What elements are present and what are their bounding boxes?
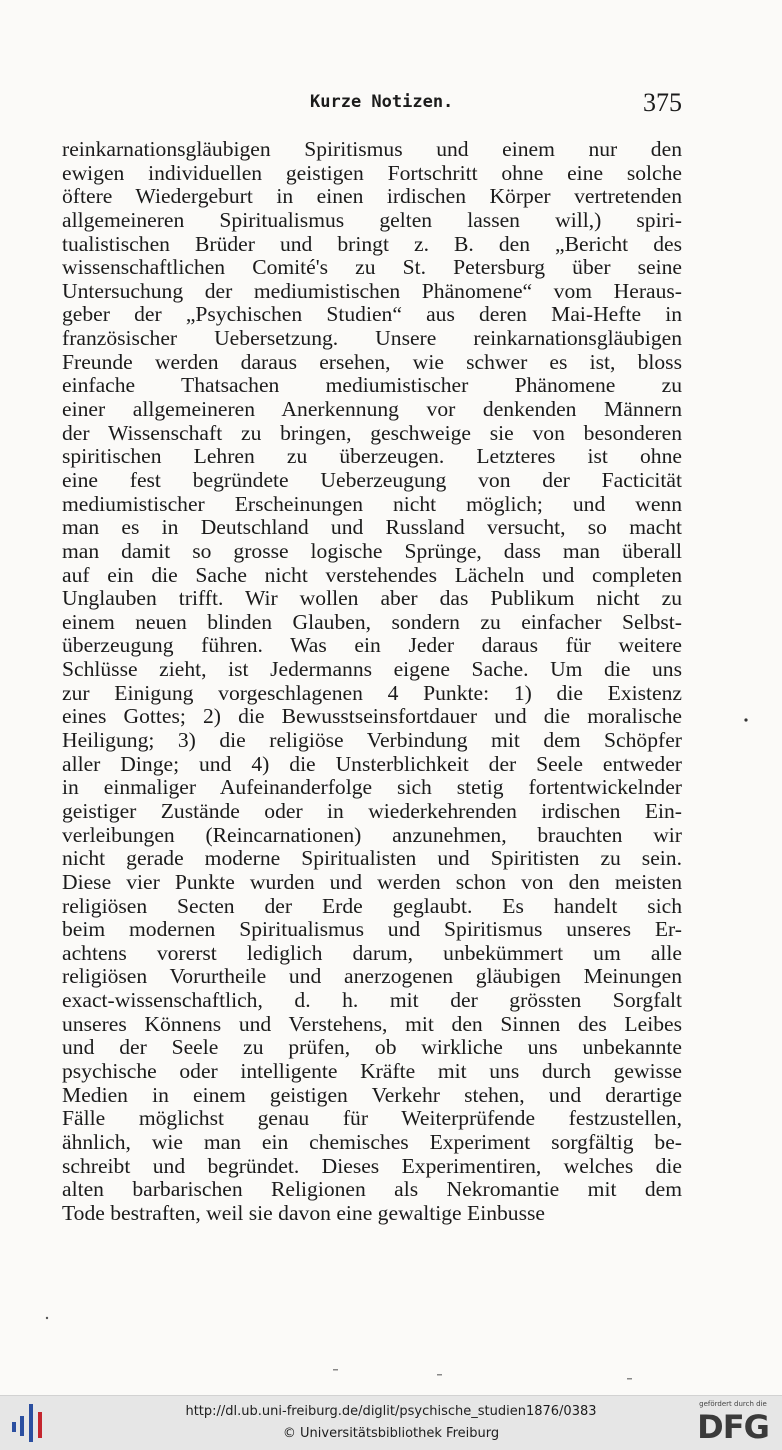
text-line: einfache Thatsachen mediumistischer Phänomene zu xyxy=(62,373,682,398)
text-line: öftere Wiedergeburt in einen irdischen Körper vertretenden xyxy=(62,184,682,209)
running-title: Kurze Notizen. xyxy=(310,92,454,112)
page-number: 375 xyxy=(643,88,682,117)
text-line: psychische oder intelligente Kräfte mit uns durch gewisse xyxy=(62,1058,682,1083)
body-text xyxy=(62,138,682,1225)
text-line: tualistischen Brüder und bringt z. B. den „Bericht des xyxy=(62,231,682,256)
text-line: zur Einigung vorgeschlagenen 4 Punkte: 1) die Existenz xyxy=(62,680,682,705)
text-line: ähnlich, wie man ein chemisches Experiment sorgfältig be- xyxy=(62,1129,682,1154)
text-line: der Wissenschaft zu bringen, geschweige sie von besonderen xyxy=(62,420,682,445)
text-line: einem neuen blinden Glauben, sondern zu einfacher Selbst- xyxy=(62,609,682,634)
text-line: einer allgemeineren Anerkennung vor denkenden Männern xyxy=(62,397,682,422)
viewer-footer xyxy=(0,1395,782,1450)
dfg-caption: gefördert durch die xyxy=(699,1400,767,1408)
page-header xyxy=(62,88,682,122)
text-line: achtens vorerst lediglich darum, unbekümmert um alle xyxy=(62,940,682,965)
source-url-link[interactable]: http://dl.ub.uni-freiburg.de/diglit/psychische_studien1876/0383 xyxy=(185,1404,597,1419)
text-line: ewigen individuellen geistigen Fortschritt ohne eine solche xyxy=(62,160,682,185)
text-line: schreibt und begründet. Dieses Experimentiren, welches die xyxy=(62,1153,682,1178)
text-line: Fälle möglichst genau für Weiterprüfende festzustellen, xyxy=(62,1106,682,1131)
copyright-notice: © Universitätsbibliothek Freiburg xyxy=(282,1426,500,1441)
text-line: aller Dinge; und 4) die Unsterblichkeit der Seele entweder xyxy=(62,751,682,776)
text-line: eines Gottes; 2) die Bewusstseinsfortdauer und die moralische xyxy=(62,704,682,729)
dfg-logo xyxy=(692,1400,774,1446)
text-line: Diese vier Punkte wurden und werden schon von den meisten xyxy=(62,869,682,894)
text-line: französischer Uebersetzung. Unsere reinkarnationsgläubigen xyxy=(62,326,682,351)
text-line: in einmaliger Aufeinanderfolge sich stetig fortentwickelnder xyxy=(62,775,682,800)
text-line: nicht gerade moderne Spiritualisten und Spiritisten zu sein. xyxy=(62,846,682,871)
text-line: wissenschaftlichen Comité's zu St. Petersburg über seine xyxy=(62,255,682,280)
text-line: man damit so grosse logische Sprünge, dass man überall xyxy=(62,538,682,563)
text-line: Tode bestraften, weil sie davon eine gewaltige Einbusse xyxy=(62,1200,545,1225)
text-line: allgemeineren Spiritualismus gelten lassen will,) spiri- xyxy=(62,207,682,232)
text-line: Heiligung; 3) die religiöse Verbindung mit dem Schöpfer xyxy=(62,728,682,753)
text-line: Schlüsse zieht, ist Jedermanns eigene Sache. Um die uns xyxy=(62,657,682,682)
text-line: spiritischen Lehren zu überzeugen. Letzteres ist ohne xyxy=(62,444,682,469)
text-line: religiösen Vorurtheile und anerzogenen gläubigen Meinungen xyxy=(62,964,682,989)
text-line: Medien in einem geistigen Verkehr stehen, und derartige xyxy=(62,1082,682,1107)
text-line: geber der „Psychischen Studien“ aus deren Mai-Hefte in xyxy=(62,302,682,327)
text-line: religiösen Secten der Erde geglaubt. Es handelt sich xyxy=(62,893,682,918)
text-line: alten barbarischen Religionen als Nekromantie mit dem xyxy=(62,1177,682,1202)
text-line: Untersuchung der mediumistischen Phänomene“ vom Heraus- xyxy=(62,278,682,303)
text-line: verleibungen (Reincarnationen) anzunehmen, brauchten wir xyxy=(62,822,682,847)
text-line: geistiger Zustände oder in wiederkehrenden irdischen Ein- xyxy=(62,798,682,823)
text-line: Freunde werden daraus ersehen, wie schwer es ist, bloss xyxy=(62,349,682,374)
text-line: reinkarnationsgläubigen Spiritismus und einem nur den xyxy=(62,137,682,161)
text-line: exact-wissenschaftlich, d. h. mit der grössten Sorgfalt xyxy=(62,988,682,1013)
text-line: unseres Könnens und Verstehens, mit den Sinnen des Leibes xyxy=(62,1011,682,1036)
text-line: überzeugung führen. Was ein Jeder daraus für weitere xyxy=(62,633,682,658)
text-line: und der Seele zu prüfen, ob wirkliche uns unbekannte xyxy=(62,1035,682,1060)
text-line: man es in Deutschland und Russland versucht, so macht xyxy=(62,515,682,540)
text-line: auf ein die Sache nicht verstehendes Lächeln und completen xyxy=(62,562,682,587)
text-line: mediumistischer Erscheinungen nicht möglich; und wenn xyxy=(62,491,682,516)
text-line: beim modernen Spiritualismus und Spiritismus unseres Er- xyxy=(62,917,682,942)
text-line: eine fest begründete Ueberzeugung von der Facticität xyxy=(62,467,682,492)
dfg-logo-text: DFG xyxy=(697,1408,769,1446)
text-line: Unglauben trifft. Wir wollen aber das Publikum nicht zu xyxy=(62,586,682,611)
